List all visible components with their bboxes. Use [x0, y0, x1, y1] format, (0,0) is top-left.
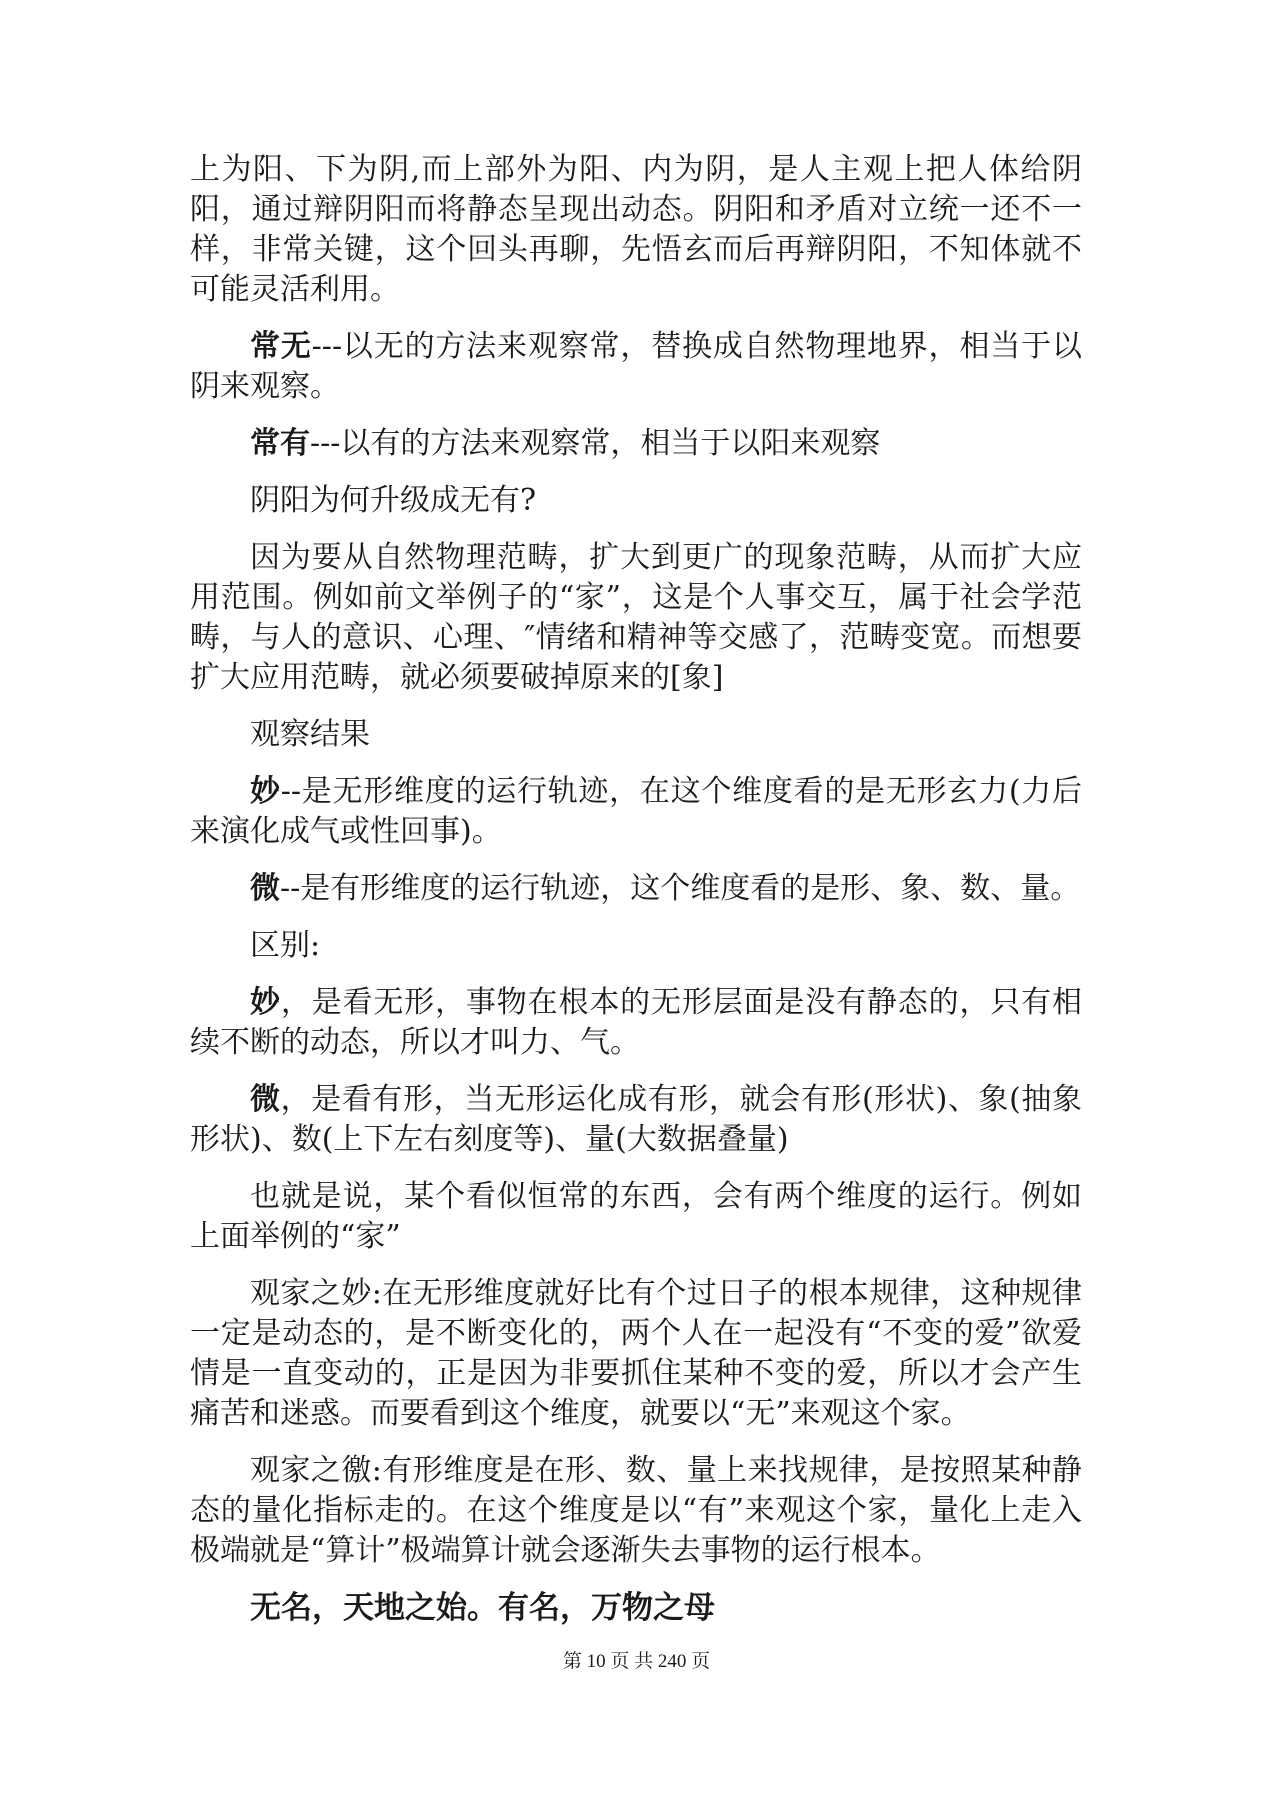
paragraph-text: ，是看无形，事物在根本的无形层面是没有静态的，只有相续不断的动态，所以才叫力、气。 [190, 985, 1083, 1060]
paragraph [190, 327, 1082, 407]
paragraph-text: 上为阳、下为阴,而上部外为阳、内为阴，是人主观上把人体给阴阳，通过辩阴阳而将静态呈现出动态。阴阳和矛盾对立统一还不一样，非常关键，这个回头再聊，先悟玄而后再辩阴阳，不知体就不可能灵活利用。 [190, 152, 1082, 307]
page-number-footer: 第 10 页 共 240 页 [562, 1651, 711, 1672]
paragraph-text: --是无形维度的运行轨迹，在这个维度看的是无形玄力(力后来演化成气或性回事)。 [190, 774, 1083, 849]
paragraph-text: 因为要从自然物理范畴，扩大到更广的现象范畴，从而扩大应用范围。例如前文举例子的“家”，这是个人事交互，属于社会学范畴，与人的意识、心理、″情绪和精神等交感了，范畴变宽。而想要扩大应用范畴，就必须要破掉原来的[象] [190, 540, 1082, 695]
paragraph [190, 715, 1082, 755]
term-label: 妙 [250, 985, 281, 1020]
paragraph-text: --是有形维度的运行轨迹，这个维度看的是形、象、数、量。 [280, 871, 1081, 906]
paragraph [190, 424, 1082, 464]
paragraph [190, 1177, 1082, 1257]
paragraph [190, 1274, 1082, 1434]
paragraph-text: 观家之徼:有形维度是在形、数、量上来找规律，是按照某种静态的量化指标走的。在这个维度是以“有”来观这个家，量化上走入极端就是“算计”极端算计就会逐渐失去事物的运行根本。 [190, 1453, 1082, 1568]
paragraph [190, 772, 1082, 852]
paragraph [190, 1451, 1082, 1571]
paragraph [190, 1080, 1082, 1160]
term-label: 妙 [250, 774, 281, 809]
paragraph [190, 150, 1082, 310]
paragraph-text: 也就是说，某个看似恒常的东西，会有两个维度的运行。例如上面举例的“家” [190, 1179, 1082, 1254]
paragraph [190, 538, 1082, 698]
paragraph-text: ---以无的方法来观察常，替换成自然物理地界，相当于以阴来观察。 [190, 329, 1082, 404]
paragraph [190, 481, 1082, 521]
paragraph [190, 926, 1082, 966]
paragraph-text: 观家之妙:在无形维度就好比有个过日子的根本规律，这种规律一定是动态的，是不断变化的，两个人在一起没有“不变的爱”欲爱情是一直变动的，正是因为非要抓住某种不变的爱，所以才会产生痛苦和迷惑。而要看到这个维度，就要以“无”来观这个家。 [190, 1276, 1082, 1431]
paragraph-text: ---以有的方法来观察常，相当于以阳来观察 [310, 426, 881, 461]
paragraph-text: 阴阳为何升级成无有? [250, 483, 537, 518]
paragraph-text: ，是看有形，当无形运化成有形，就会有形(形状)、象(抽象形状)、数(上下左右刻度等)、量(大数据叠量) [190, 1082, 1082, 1157]
paragraph-text: 观察结果 [250, 717, 370, 752]
term-label: 微 [250, 871, 280, 906]
paragraph-text: 区别: [250, 928, 321, 963]
paragraph [190, 983, 1082, 1063]
document-body [190, 150, 1082, 1645]
paragraph [190, 869, 1082, 909]
section-heading: 无名，天地之始。有名，万物之母 [250, 1590, 715, 1626]
term-label: 常有 [250, 426, 310, 461]
term-label: 常无 [250, 329, 312, 364]
term-label: 微 [250, 1082, 281, 1117]
